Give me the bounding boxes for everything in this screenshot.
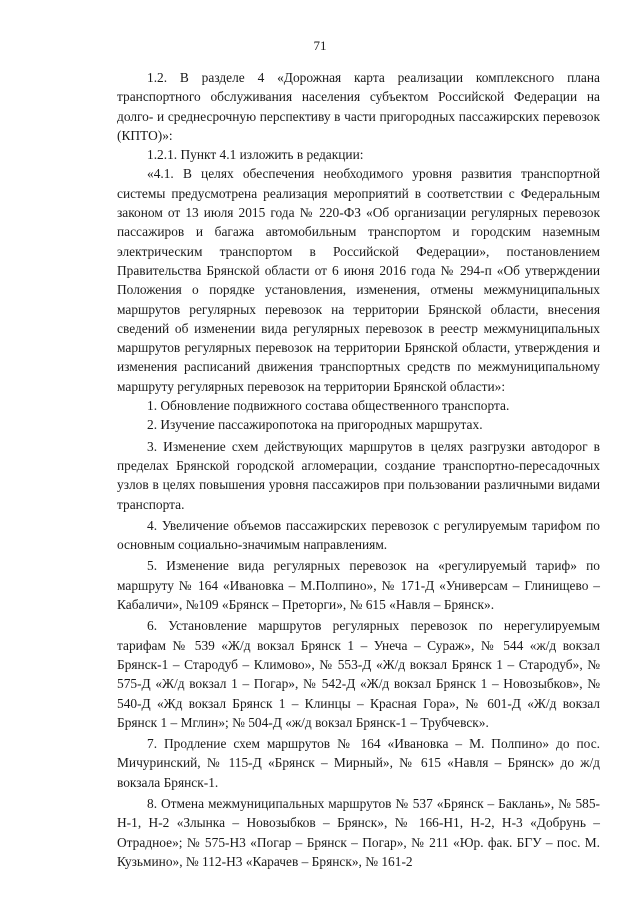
list-item-3: 3. Изменение схем действующих маршрутов в целях разгрузки автодорог в пределах Брянской городской агломерации, создание транспортно-пересадочных узлов в целях повышения уровня пассажиров при пользовании различными видами транспорта.: [117, 438, 600, 512]
list-item-8: 8. Отмена межмуниципальных маршрутов № 537 «Брянск – Баклань», № 585-Н-1, Н-2 «Злынка – Новозыбков – Брянск», № 166-Н1, Н-2, Н-3 «Добрунь – Отрадное»; № 575-Н3 «Погар – Брянск – Погар», № 211 «Юр. фак. БГУ – пос. М. Кузьмино», № 112-Н3 «Карачев – Брянск», № 161-2: [117, 795, 600, 869]
list-item-5: 5. Изменение вида регулярных перевозок на «регулируемый тариф» по маршруту № 164 «Ивановка – М.Полпино», № 171-Д «Универсам – Глинищево – Кабаличи», №109 «Брянск – Преторги», № 615 «Навля – Брянск».: [117, 558, 600, 613]
list-item-4: 4. Увеличение объемов пассажирских перевозок с регулируемым тарифом по основным социально-значимым направлениям.: [117, 517, 600, 553]
list-item-7: 7. Продление схем маршрутов № 164 «Ивановка – М. Полпино» до пос. Мичуринский, № 115-Д «Брянск – Мирный», № 615 «Навля – Брянск» до ж/д вокзала Брянск-1.: [117, 736, 600, 790]
page-number: 71: [313, 38, 327, 53]
list-item-2: 2. Изучение пассажиропотока на пригородных маршрутах.: [147, 417, 483, 433]
list-item-6: 6. Установление маршрутов регулярных перевозок по нерегулируемым тарифам № 539 «Ж/д вокзал Брянск 1 – Унеча – Сураж», № 544 «ж/д вокзал Брянск-1 – Стародуб – Климово», № 553-Д «Ж/д вокзал Брянск 1 – Стародуб», № 575-Д «Ж/д вокзал 1 – Погар», № 542-Д «Ж/д вокзал Брянск 1 – Новозыбков», № 540-Д «Жд вокзал Брянск 1 – Клинцы – Красная Гора», № 601-Д «Ж/д вокзал Брянск 1 – Мглин»; № 504-Д «ж/д вокзал Брянск-1 – Трубчевск».: [117, 618, 600, 730]
document-body: [117, 68, 600, 871]
paragraph-section-1-2: 1.2. В разделе 4 «Дорожная карта реализации комплексного плана транспортного обслуживания населения субъектом Российской Федерации на долго- и среднесрочную перспективу в части пригородных пассажирских перевозок (КПТО)»:: [117, 70, 600, 143]
paragraph-section-4-1: «4.1. В целях обеспечения необходимого уровня развития транспортной системы предусмотрена реализация мероприятий в соответствии с Федеральным законом от 13 июля 2015 года № 220-ФЗ «Об организации регулярных перевозок пассажиров и багажа автомобильным транспортом и городским наземным электрическим транспортом в Российской Федерации», постановлением Правительства Брянской области от 6 июня 2016 года № 294-п «Об утверждении Положения о порядке установления, изменения, отмены межмуниципальных маршрутов регулярных перевозок на территории Брянской области, внесения сведений об изменении вида регулярных перевозок в реестр межмуниципальных маршрутов регулярных перевозок на территории Брянской области, утверждения и изменения расписаний движения транспортных средств по межмуниципальному маршруту регулярных перевозок на территории Брянской области»:: [117, 166, 600, 394]
list-item-1: 1. Обновление подвижного состава общественного транспорта.: [147, 398, 510, 414]
paragraph-section-1-2-1: 1.2.1. Пункт 4.1 изложить в редакции:: [147, 147, 364, 163]
